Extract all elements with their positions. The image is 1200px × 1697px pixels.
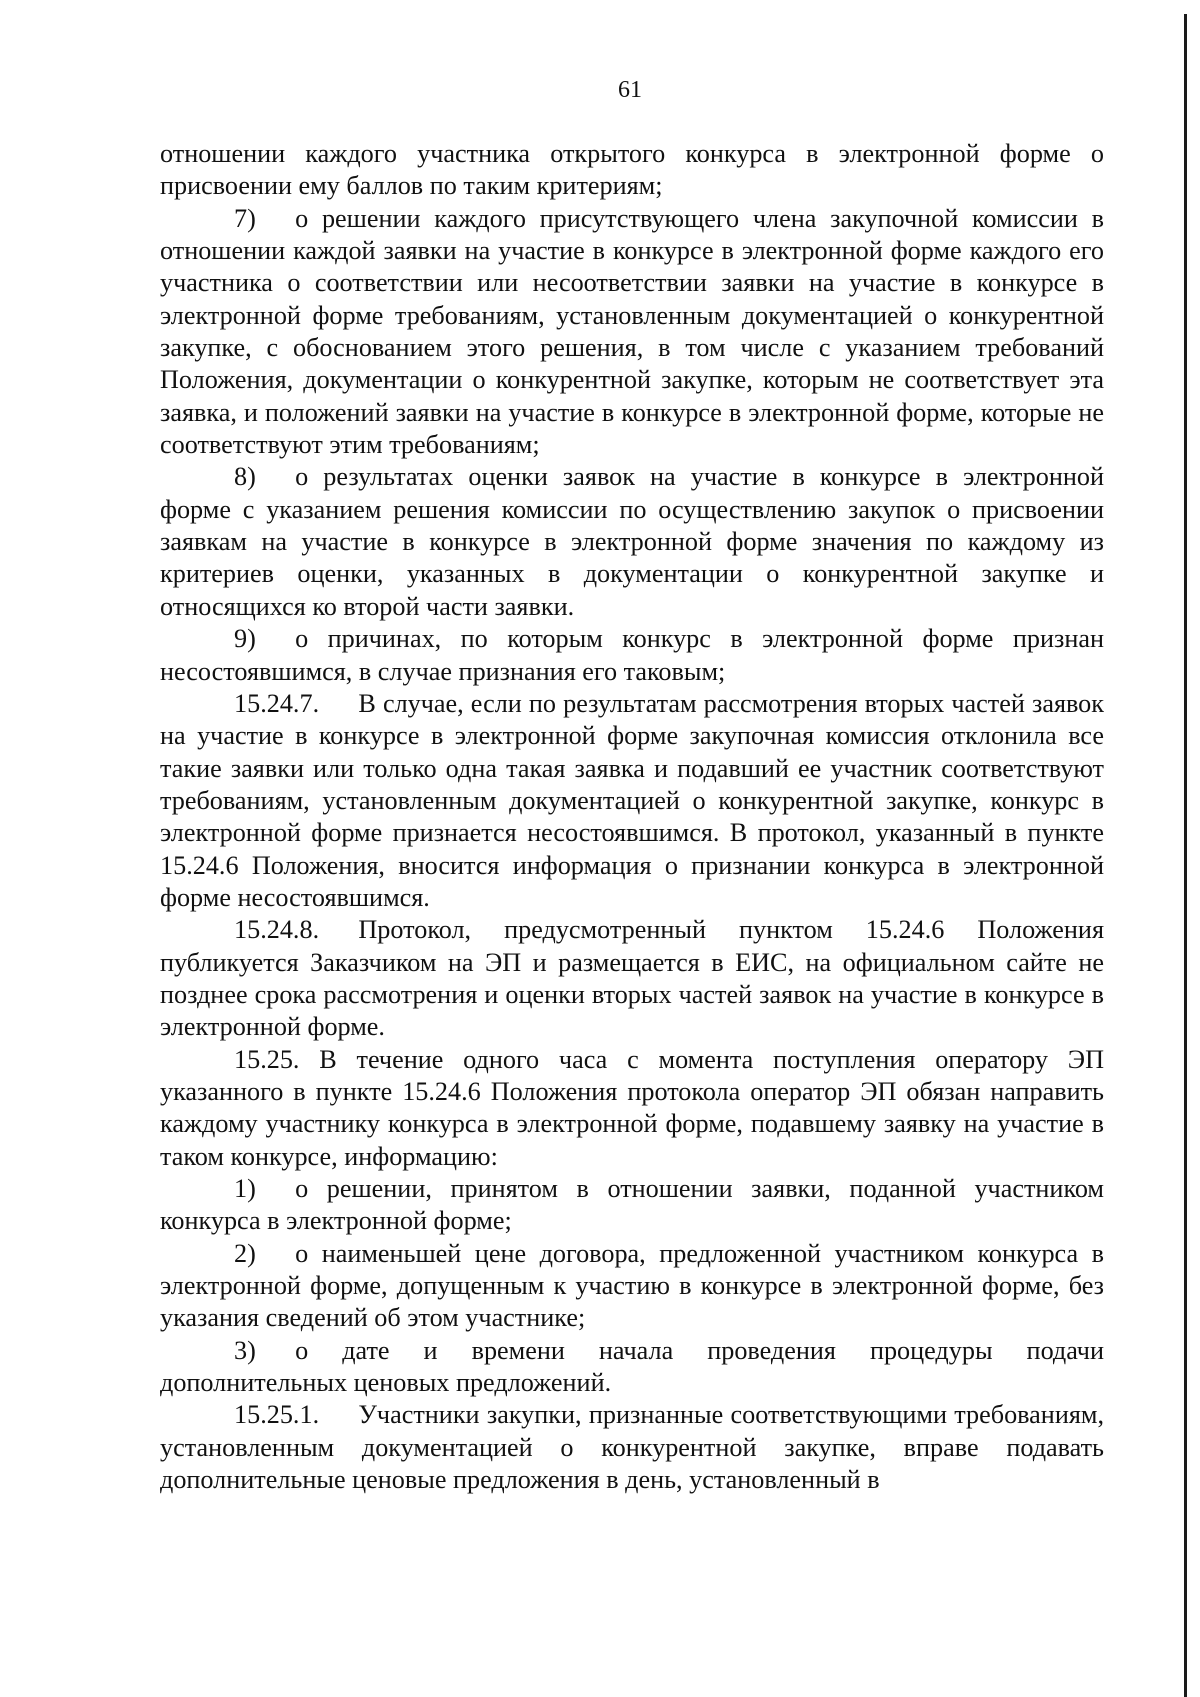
paragraph-15-25-1: 15.25.1. Участники закупки, признанные соответствующими требованиям, установленным документацией о конкурентной закупке, вправе подавать дополнительные ценовые предложения в день, установленный в [160, 1400, 1104, 1495]
paragraph-15-24-7: 15.24.7. В случае, если по результатам рассмотрения вторых частей заявок на участие в конкурсе в электронной форме закупочная комиссия отклонила все такие заявки или только одна такая заявка и подавший ее участник соответствуют требованиям, установленным документацией о конкурентной закупке, конкурс в электронной форме признается несостоявшимся. В протокол, указанный в пункте 15.24.6 Положения, вносится информация о признании конкурса в электронной форме несостоявшимся. [160, 688, 1104, 912]
paragraph-15-25-item-1: 1) о решении, принятом в отношении заявки, поданной участником конкурса в электронной форме; [160, 1174, 1104, 1236]
paragraph-item-7: 7) о решении каждого присутствующего члена закупочной комиссии в отношении каждой заявки на участие в конкурсе в электронной форме каждого его участника о соответствии или несоответствии заявки на участие в конкурсе в электронной форме требованиям, установленным документацией о конкурентной закупке, с обоснованием этого решения, в том числе с указанием требований Положения, документации о конкурентной закупке, которым не соответствует эта заявка, и положений заявки на участие в конкурсе в электронной форме, которые не соответствуют этим требованиям; [160, 203, 1104, 460]
paragraph-15-25-item-3: 3) о дате и времени начала проведения процедуры подачи дополнительных ценовых предложений. [160, 1335, 1104, 1398]
paragraph-15-25-item-2: 2) о наименьшей цене договора, предложенной участником конкурса в электронной форме, допущенным к участию в конкурсе в электронной форме, без указания сведений об этом участнике; [160, 1238, 1104, 1333]
page-number: 61 [618, 77, 642, 103]
paragraph-item-9: 9) о причинах, по которым конкурс в электронной форме признан несостоявшимся, в случае признания его таковым; [160, 624, 1104, 686]
paragraph-15-25: 15.25. В течение одного часа с момента поступления оператору ЭП указанного в пункте 15.24.6 Положения протокола оператор ЭП обязан направить каждому участнику конкурса в электронной форме, подавшему заявку на участие в таком конкурсе, информацию: [160, 1044, 1104, 1171]
paragraph-15-24-8: 15.24.8. Протокол, предусмотренный пунктом 15.24.6 Положения публикуется Заказчиком на ЭП и размещается в ЕИС, на официальном сайте не позднее срока рассмотрения и оценки вторых частей заявок на участие в конкурсе в электронной форме. [160, 915, 1104, 1042]
paragraph-continuation: отношении каждого участника открытого конкурса в электронной форме о присвоении ему баллов по таким критериям; [160, 139, 1104, 201]
paragraph-item-8: 8) о результатах оценки заявок на участие в конкурсе в электронной форме с указанием решения комиссии по осуществлению закупок о присвоении заявкам на участие в конкурсе в электронной форме значения по каждому из критериев оценки, указанных в документации о конкурентной закупке и относящихся ко второй части заявки. [160, 462, 1104, 621]
document-body [160, 138, 1104, 1496]
scan-edge-line [1184, 14, 1187, 1697]
